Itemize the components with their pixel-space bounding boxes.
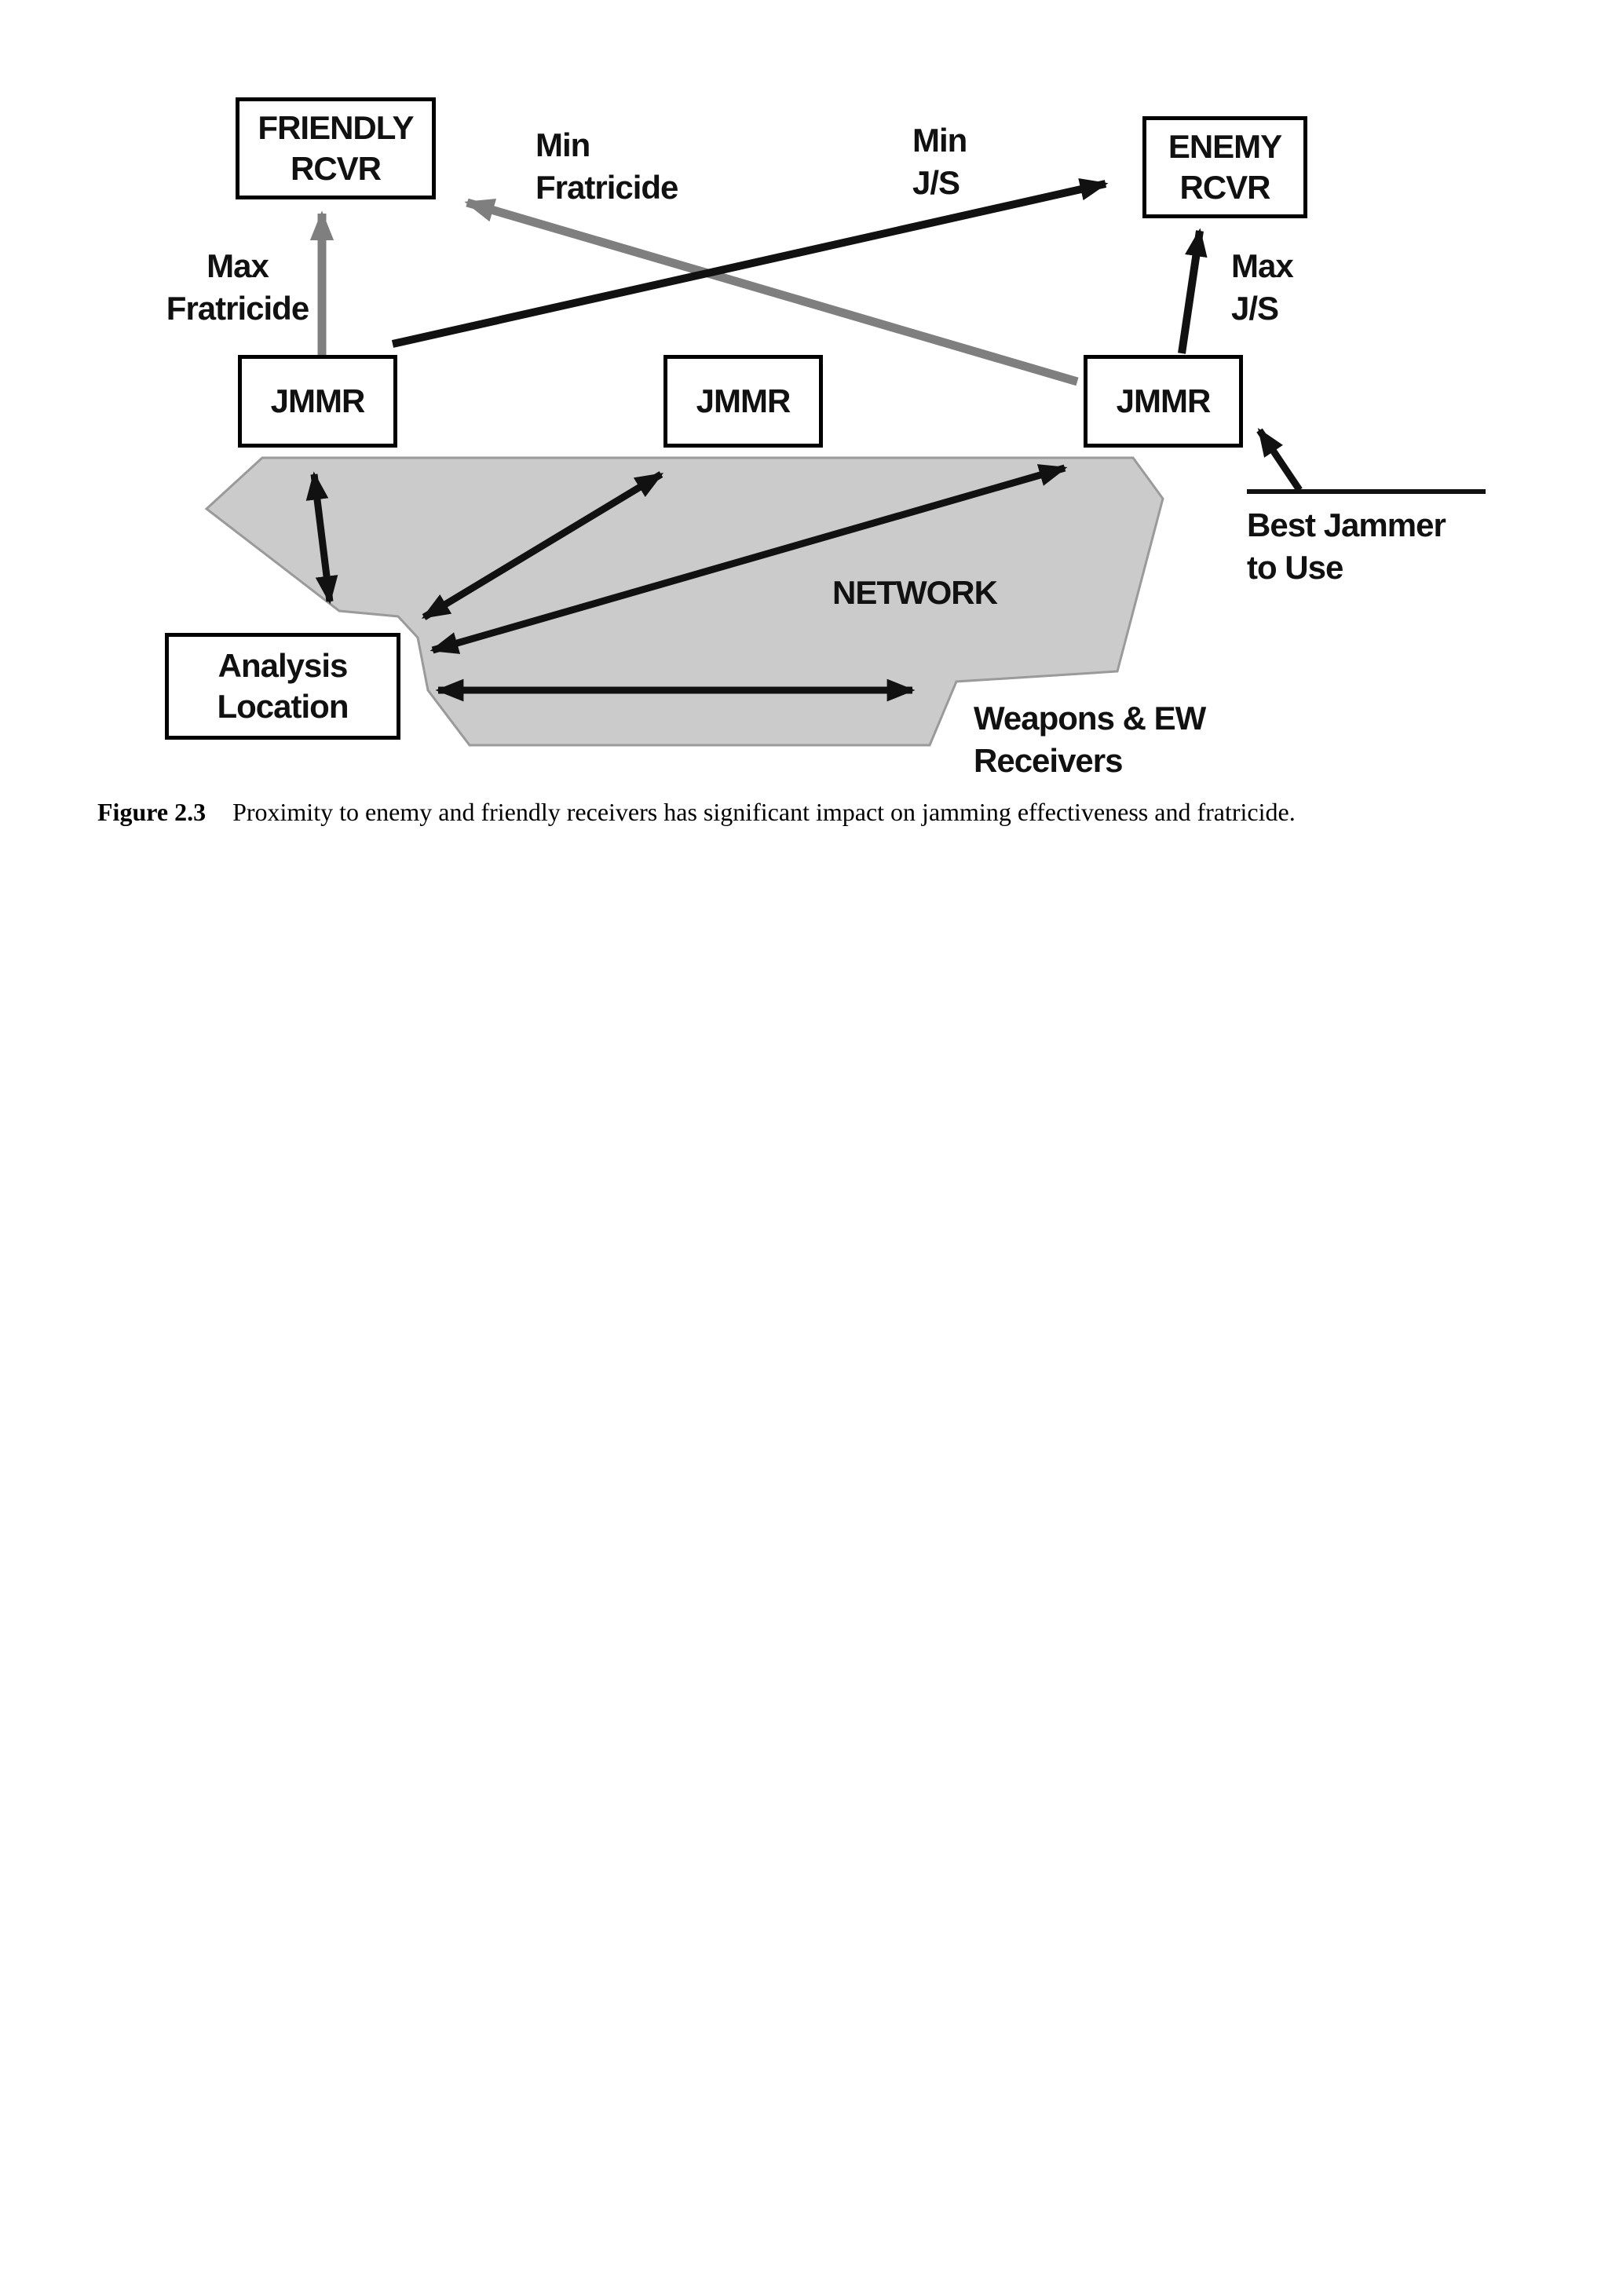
max-fratricide-label: Max Fratricide (166, 247, 309, 327)
analysis-location-label-line2: Location (217, 688, 349, 725)
jmmr-middle-label: JMMR (696, 382, 791, 419)
jmmr-right-label: JMMR (1116, 382, 1211, 419)
network-label: NETWORK (832, 574, 997, 611)
jmmr-right-box (1084, 355, 1243, 448)
friendly-rcvr-label-line2: RCVR (290, 150, 381, 187)
enemy-rcvr-box (1142, 116, 1307, 218)
max-js-label: Max J/S (1231, 247, 1293, 327)
enemy-rcvr-label-line1: ENEMY (1168, 128, 1282, 165)
enemy-rcvr-label-line2: RCVR (1179, 169, 1270, 206)
figure-number: Figure 2.3 (97, 798, 207, 826)
best-jammer-arrow (1259, 430, 1299, 490)
min-fratricide-label: Min Fratricide (536, 126, 678, 206)
figure-caption (97, 796, 1558, 828)
jmmr-left-box (238, 355, 397, 448)
weapons-ew-label: Weapons & EW Receivers (974, 700, 1206, 779)
analysis-location-label-line1: Analysis (217, 647, 348, 684)
max-js-arrow (1182, 231, 1200, 353)
friendly-rcvr-label-line1: FRIENDLY (258, 109, 414, 146)
friendly-rcvr-box (236, 97, 436, 199)
min-js-label: Min J/S (912, 122, 967, 201)
figure-caption-text: Proximity to enemy and friendly receivers has significant impact on jamming effectiveness and fratricide. (232, 798, 1296, 826)
best-jammer-label: Best Jammer to Use (1247, 506, 1446, 586)
analysis-location-box (165, 633, 400, 740)
jmmr-left-label: JMMR (270, 382, 365, 419)
jmmr-middle-box (663, 355, 823, 448)
